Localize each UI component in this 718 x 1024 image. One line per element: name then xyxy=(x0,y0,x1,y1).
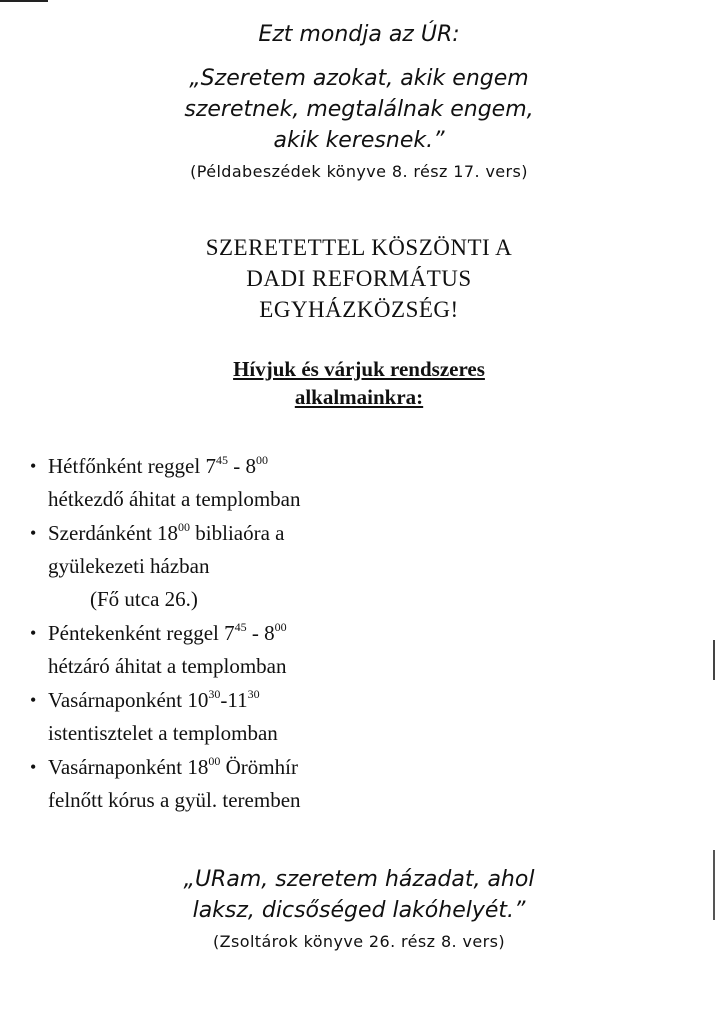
event-description: hétkezdő áhitat a templomban xyxy=(48,487,301,511)
event-schedule: Vasárnaponként $18^{00}$ Örömhír xyxy=(48,754,298,779)
welcome-line: DADI REFORMÁTUS xyxy=(246,266,472,291)
event-description: felnőtt kórus a gyül. teremben xyxy=(48,788,301,812)
event-item xyxy=(0,751,718,817)
welcome-heading xyxy=(0,232,718,325)
bullet-icon: • xyxy=(30,690,37,710)
closing-quote xyxy=(0,864,718,926)
opening-quote xyxy=(0,63,718,156)
opening-quote-reference: (Példabeszédek könyve 8. rész 17. vers) xyxy=(190,162,528,181)
quote-line: laksz, dicsőséged lakóhelyét.” xyxy=(192,898,526,923)
invitation-heading xyxy=(0,355,718,411)
quote-line: „URam, szeretem házadat, ahol xyxy=(183,867,535,892)
event-schedule: Szerdánként $18^{00}$ bibliaóra a xyxy=(48,520,285,545)
invitation-line: alkalmainkra: xyxy=(294,385,424,409)
scan-edge-mark xyxy=(0,0,48,2)
welcome-line: EGYHÁZKÖZSÉG! xyxy=(259,297,459,322)
event-item xyxy=(0,450,718,516)
event-schedule: Péntekenként reggel $7^{45} - 8^{00}$ xyxy=(48,620,287,645)
intro-heading: Ezt mondja az ÚR: xyxy=(258,22,460,47)
bullet-icon: • xyxy=(30,757,37,777)
bullet-icon: • xyxy=(30,623,37,643)
invitation-line: Hívjuk és várjuk rendszeres xyxy=(233,357,485,381)
event-item xyxy=(0,684,718,750)
event-schedule: Hétfőnként reggel $7^{45} - 8^{00}$ xyxy=(48,453,268,478)
event-item xyxy=(0,617,718,683)
quote-line: „Szeretem azokat, akik engem xyxy=(189,66,529,91)
bullet-icon: • xyxy=(30,523,37,543)
event-address: (Fő utca 26.) xyxy=(90,587,198,611)
event-schedule: Vasárnaponként $10^{30}-11^{30}$ xyxy=(48,687,260,712)
closing-quote-reference: (Zsoltárok könyve 26. rész 8. vers) xyxy=(213,932,505,951)
event-list xyxy=(0,450,718,818)
welcome-line: SZERETETTEL KÖSZÖNTI A xyxy=(205,235,513,260)
quote-line: akik keresnek.” xyxy=(273,128,445,153)
quote-line: szeretnek, megtalálnak engem, xyxy=(184,97,534,122)
event-item xyxy=(0,517,718,616)
event-description: hétzáró áhitat a templomban xyxy=(48,654,287,678)
event-description: istentisztelet a templomban xyxy=(48,721,278,745)
bullet-icon: • xyxy=(30,456,37,476)
event-description: gyülekezeti házban xyxy=(48,554,210,578)
